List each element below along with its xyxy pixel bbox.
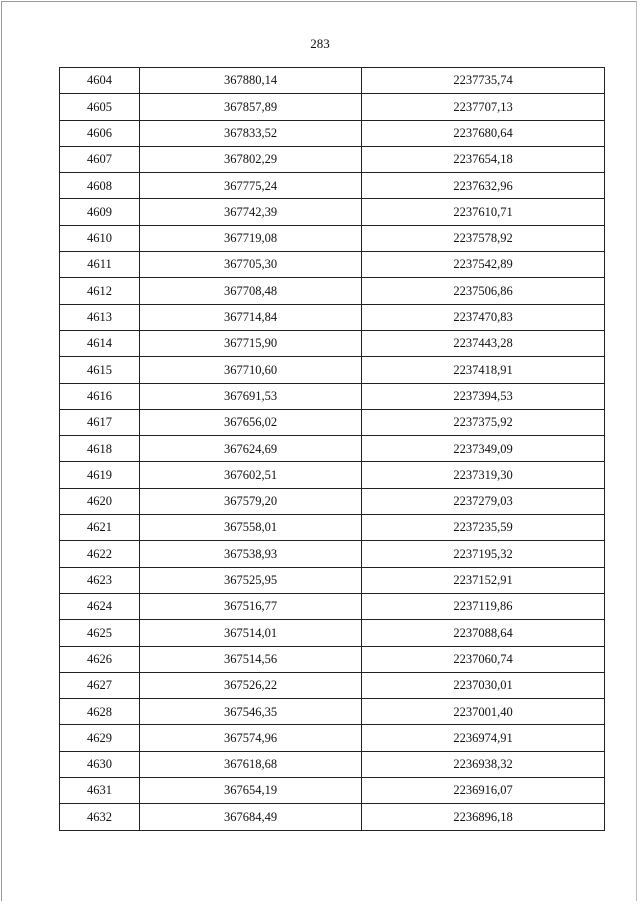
coordinates-table xyxy=(59,67,605,831)
y-coordinate-cell: 2237119,86 xyxy=(362,593,605,619)
table-row xyxy=(60,146,605,172)
x-coordinate-cell: 367710,60 xyxy=(140,357,362,383)
x-coordinate-cell: 367602,51 xyxy=(140,462,362,488)
table-row xyxy=(60,725,605,751)
y-coordinate-cell: 2236938,32 xyxy=(362,751,605,777)
y-coordinate-cell: 2237088,64 xyxy=(362,620,605,646)
point-number-cell: 4623 xyxy=(60,567,140,593)
x-coordinate-cell: 367714,84 xyxy=(140,304,362,330)
point-number-cell: 4626 xyxy=(60,646,140,672)
x-coordinate-cell: 367514,01 xyxy=(140,620,362,646)
point-number-cell: 4615 xyxy=(60,357,140,383)
table-row xyxy=(60,751,605,777)
y-coordinate-cell: 2237279,03 xyxy=(362,488,605,514)
table-row xyxy=(60,357,605,383)
point-number-cell: 4611 xyxy=(60,252,140,278)
x-coordinate-cell: 367558,01 xyxy=(140,515,362,541)
point-number-cell: 4619 xyxy=(60,462,140,488)
x-coordinate-cell: 367526,22 xyxy=(140,672,362,698)
point-number-cell: 4624 xyxy=(60,593,140,619)
point-number-cell: 4616 xyxy=(60,383,140,409)
x-coordinate-cell: 367574,96 xyxy=(140,725,362,751)
table-row xyxy=(60,199,605,225)
y-coordinate-cell: 2236916,07 xyxy=(362,778,605,804)
table-row xyxy=(60,699,605,725)
x-coordinate-cell: 367579,20 xyxy=(140,488,362,514)
y-coordinate-cell: 2237610,71 xyxy=(362,199,605,225)
point-number-cell: 4631 xyxy=(60,778,140,804)
x-coordinate-cell: 367624,69 xyxy=(140,436,362,462)
x-coordinate-cell: 367857,89 xyxy=(140,94,362,120)
point-number-cell: 4627 xyxy=(60,672,140,698)
table-row xyxy=(60,252,605,278)
table-row xyxy=(60,383,605,409)
table-row xyxy=(60,436,605,462)
table-row xyxy=(60,778,605,804)
table-row xyxy=(60,68,605,94)
table-row xyxy=(60,120,605,146)
y-coordinate-cell: 2237632,96 xyxy=(362,173,605,199)
table-row xyxy=(60,278,605,304)
point-number-cell: 4625 xyxy=(60,620,140,646)
y-coordinate-cell: 2237443,28 xyxy=(362,330,605,356)
x-coordinate-cell: 367691,53 xyxy=(140,383,362,409)
table-row xyxy=(60,173,605,199)
point-number-cell: 4606 xyxy=(60,120,140,146)
y-coordinate-cell: 2237030,01 xyxy=(362,672,605,698)
x-coordinate-cell: 367656,02 xyxy=(140,409,362,435)
y-coordinate-cell: 2237235,59 xyxy=(362,515,605,541)
point-number-cell: 4614 xyxy=(60,330,140,356)
point-number-cell: 4610 xyxy=(60,225,140,251)
y-coordinate-cell: 2237001,40 xyxy=(362,699,605,725)
y-coordinate-cell: 2237418,91 xyxy=(362,357,605,383)
y-coordinate-cell: 2237707,13 xyxy=(362,94,605,120)
point-number-cell: 4605 xyxy=(60,94,140,120)
table-row xyxy=(60,94,605,120)
x-coordinate-cell: 367525,95 xyxy=(140,567,362,593)
y-coordinate-cell: 2237542,89 xyxy=(362,252,605,278)
point-number-cell: 4618 xyxy=(60,436,140,462)
x-coordinate-cell: 367514,56 xyxy=(140,646,362,672)
point-number-cell: 4621 xyxy=(60,515,140,541)
y-coordinate-cell: 2237654,18 xyxy=(362,146,605,172)
point-number-cell: 4629 xyxy=(60,725,140,751)
x-coordinate-cell: 367538,93 xyxy=(140,541,362,567)
x-coordinate-cell: 367719,08 xyxy=(140,225,362,251)
y-coordinate-cell: 2237375,92 xyxy=(362,409,605,435)
y-coordinate-cell: 2237394,53 xyxy=(362,383,605,409)
x-coordinate-cell: 367775,24 xyxy=(140,173,362,199)
y-coordinate-cell: 2237680,64 xyxy=(362,120,605,146)
y-coordinate-cell: 2237470,83 xyxy=(362,304,605,330)
x-coordinate-cell: 367880,14 xyxy=(140,68,362,94)
point-number-cell: 4608 xyxy=(60,173,140,199)
point-number-cell: 4620 xyxy=(60,488,140,514)
point-number-cell: 4617 xyxy=(60,409,140,435)
x-coordinate-cell: 367618,68 xyxy=(140,751,362,777)
table-row xyxy=(60,330,605,356)
y-coordinate-cell: 2237060,74 xyxy=(362,646,605,672)
y-coordinate-cell: 2237319,30 xyxy=(362,462,605,488)
y-coordinate-cell: 2237349,09 xyxy=(362,436,605,462)
coordinates-table-body xyxy=(60,68,605,831)
x-coordinate-cell: 367654,19 xyxy=(140,778,362,804)
point-number-cell: 4632 xyxy=(60,804,140,830)
table-row xyxy=(60,304,605,330)
point-number-cell: 4609 xyxy=(60,199,140,225)
point-number-cell: 4604 xyxy=(60,68,140,94)
x-coordinate-cell: 367802,29 xyxy=(140,146,362,172)
point-number-cell: 4607 xyxy=(60,146,140,172)
table-row xyxy=(60,804,605,830)
table-row xyxy=(60,462,605,488)
point-number-cell: 4622 xyxy=(60,541,140,567)
table-row xyxy=(60,593,605,619)
table-row xyxy=(60,541,605,567)
table-row xyxy=(60,488,605,514)
x-coordinate-cell: 367546,35 xyxy=(140,699,362,725)
table-row xyxy=(60,620,605,646)
x-coordinate-cell: 367708,48 xyxy=(140,278,362,304)
x-coordinate-cell: 367705,30 xyxy=(140,252,362,278)
point-number-cell: 4613 xyxy=(60,304,140,330)
x-coordinate-cell: 367715,90 xyxy=(140,330,362,356)
y-coordinate-cell: 2236896,18 xyxy=(362,804,605,830)
x-coordinate-cell: 367833,52 xyxy=(140,120,362,146)
x-coordinate-cell: 367742,39 xyxy=(140,199,362,225)
y-coordinate-cell: 2237578,92 xyxy=(362,225,605,251)
page-number: 283 xyxy=(310,36,330,51)
x-coordinate-cell: 367516,77 xyxy=(140,593,362,619)
point-number-cell: 4612 xyxy=(60,278,140,304)
y-coordinate-cell: 2237506,86 xyxy=(362,278,605,304)
point-number-cell: 4630 xyxy=(60,751,140,777)
y-coordinate-cell: 2237735,74 xyxy=(362,68,605,94)
table-row xyxy=(60,515,605,541)
y-coordinate-cell: 2237195,32 xyxy=(362,541,605,567)
table-row xyxy=(60,409,605,435)
y-coordinate-cell: 2237152,91 xyxy=(362,567,605,593)
table-row xyxy=(60,646,605,672)
point-number-cell: 4628 xyxy=(60,699,140,725)
x-coordinate-cell: 367684,49 xyxy=(140,804,362,830)
y-coordinate-cell: 2236974,91 xyxy=(362,725,605,751)
table-row xyxy=(60,672,605,698)
table-row xyxy=(60,567,605,593)
table-row xyxy=(60,225,605,251)
